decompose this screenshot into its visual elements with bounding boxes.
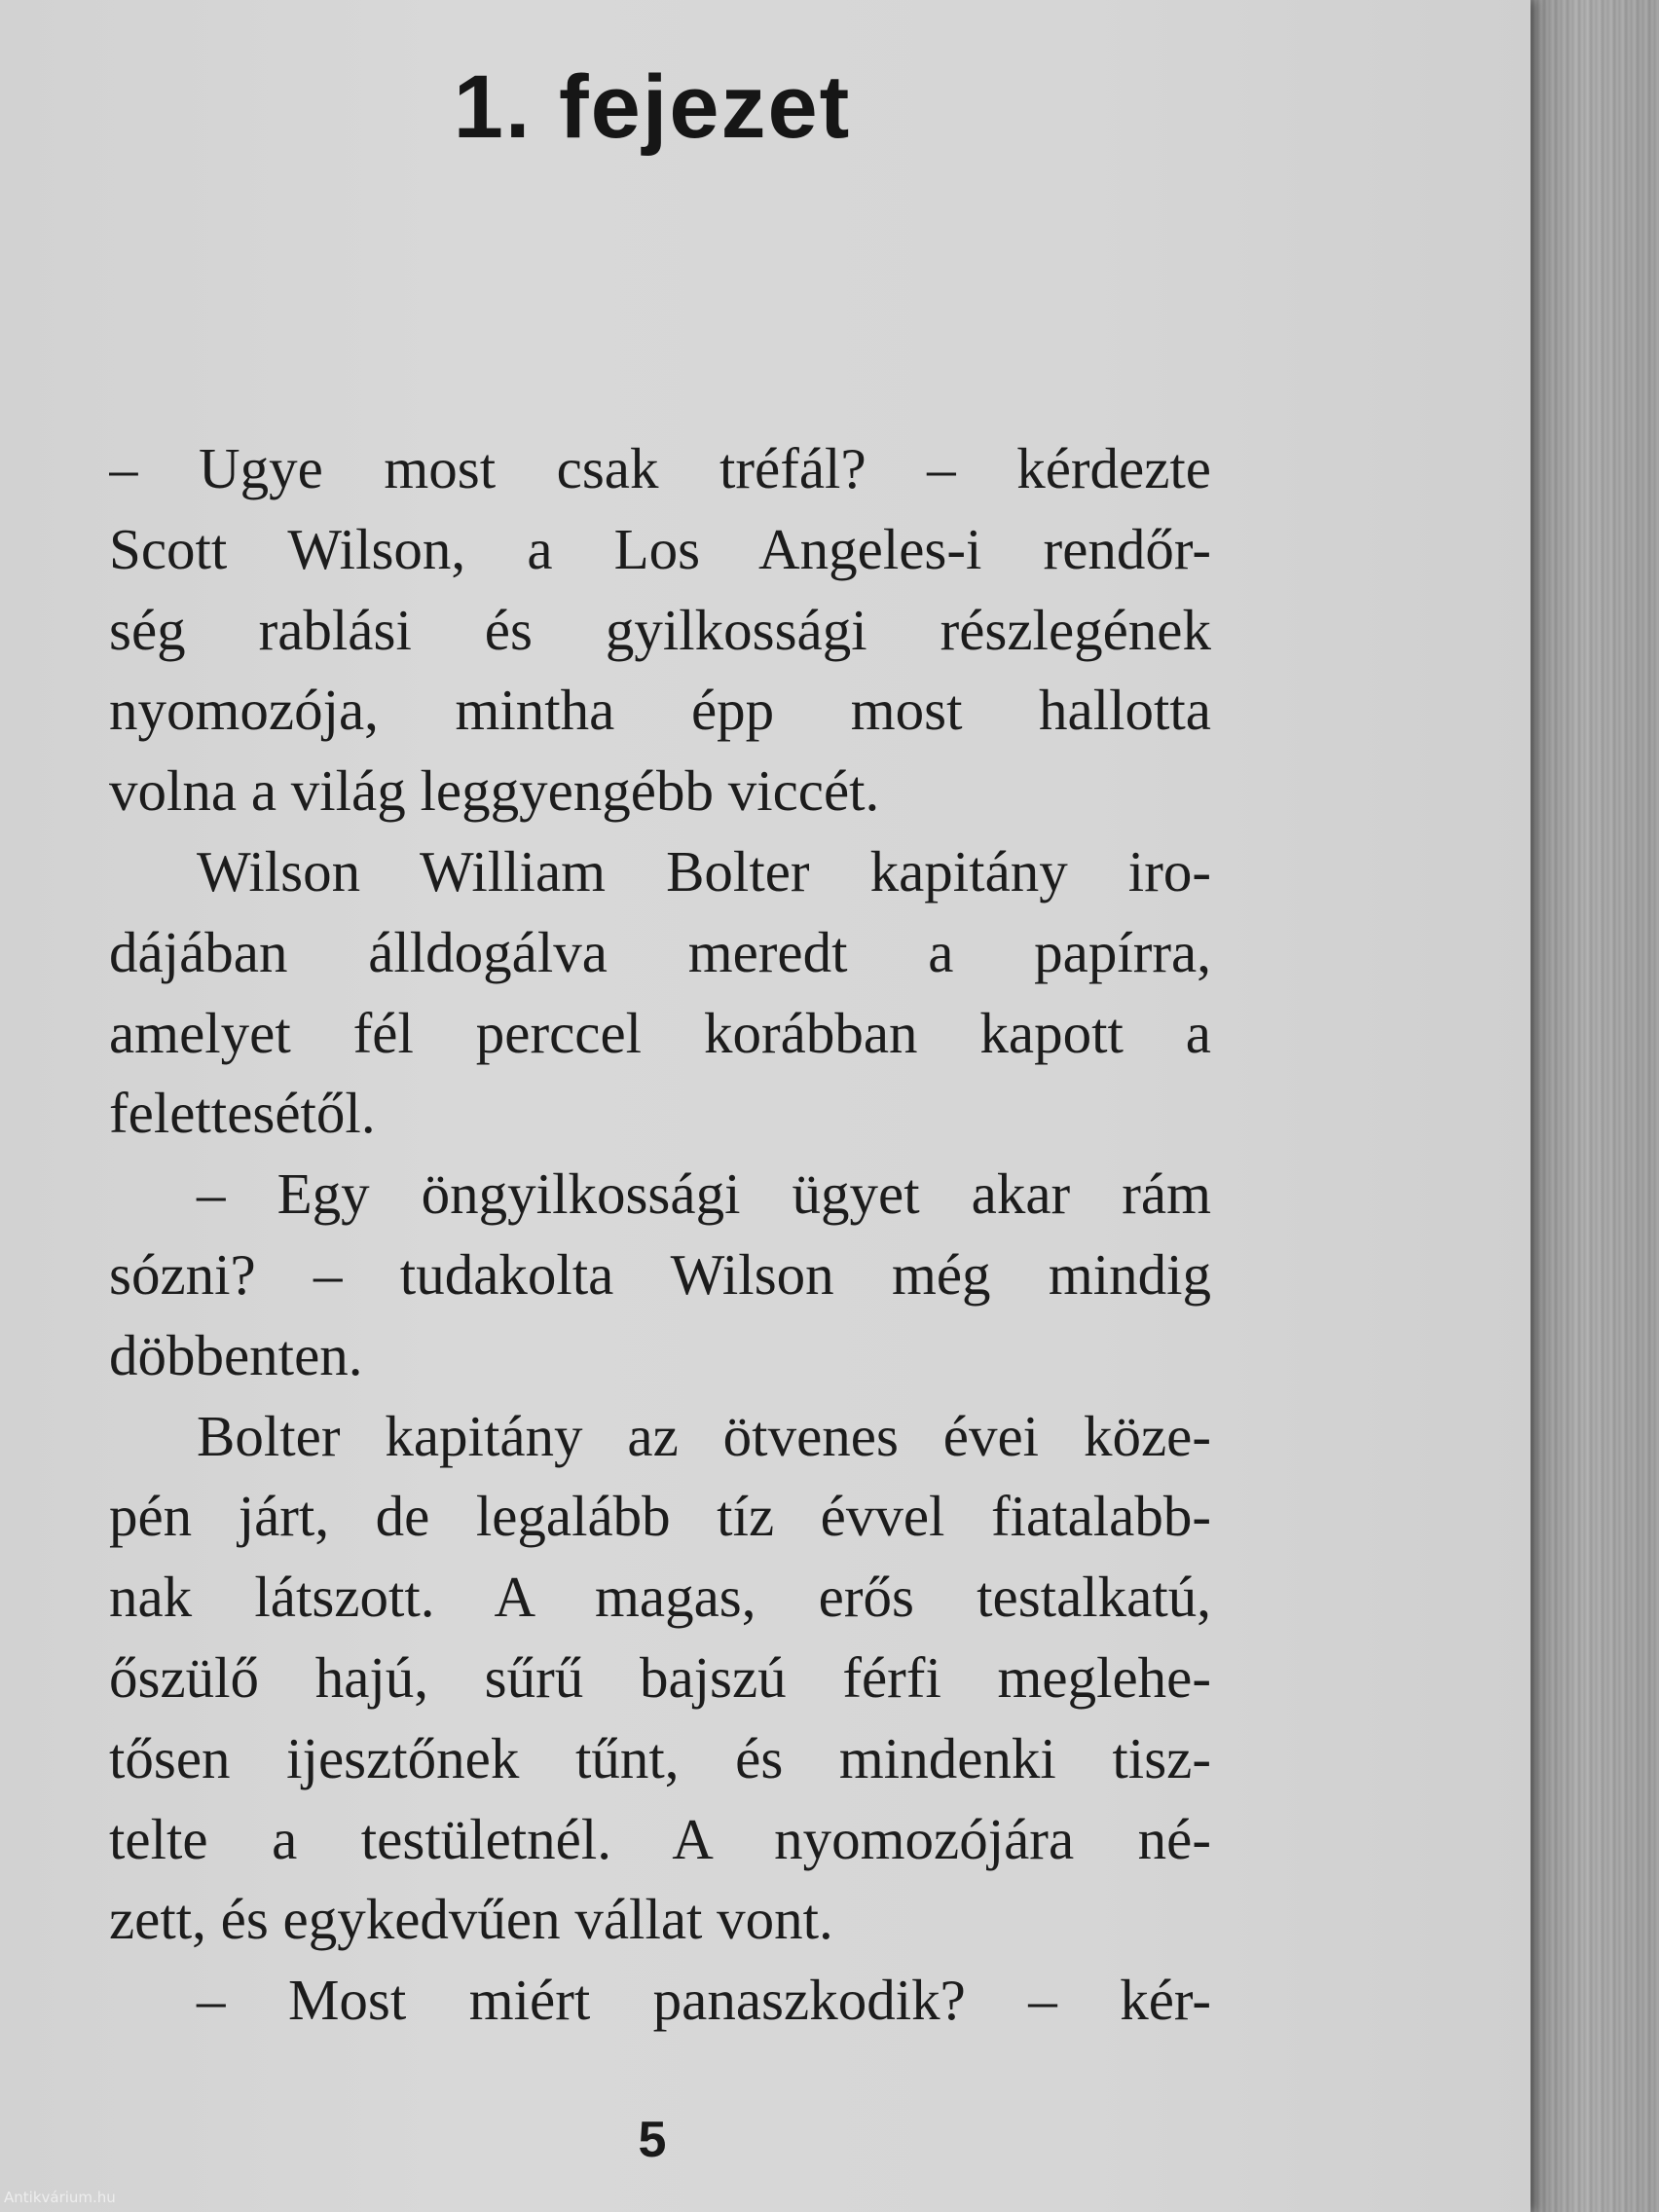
page-stack-edge [1527,0,1659,2212]
page-number: 5 [638,2112,667,2168]
text-line: zett, és egykedvűen vállat vont. [109,1887,833,1952]
text-line: őszülő hajú, sűrű bajszú férfi meglehe- [109,1644,1211,1710]
text-line: dájában álldogálva meredt a papírra, [109,919,1211,984]
text-line: nyomozója, mintha épp most hallotta [109,678,1211,743]
text-line: pén járt, de legalább tíz évvel fiatalabb- [109,1484,1211,1549]
text-line: volna a világ leggyengébb viccét. [109,758,880,824]
chapter-title: 1. fejezet [453,57,852,157]
text-line: nak látszott. A magas, erős testalkatú, [109,1565,1211,1630]
text-line: amelyet fél perccel korábban kapott a [109,1000,1211,1065]
text-line: Scott Wilson, a Los Angeles-i rendőr- [109,516,1211,581]
text-line: – Ugye most csak tréfál? – kérdezte [109,436,1211,500]
text-line: sózni? – tudakolta Wilson még mindig [109,1241,1211,1307]
watermark: Antikvárium.hu [4,2189,116,2206]
text-line: Bolter kapitány az ötvenes évei köze- [197,1403,1211,1468]
text-line: tősen ijesztőnek tűnt, és mindenki tisz- [109,1725,1211,1790]
text-line: – Egy öngyilkossági ügyet akar rám [197,1161,1211,1227]
body-text [109,428,1211,2041]
text-line: telte a testületnél. A nyomozójára né- [109,1806,1211,1871]
text-line: döbbenten. [109,1322,363,1387]
text-line: felettesétől. [109,1081,376,1146]
text-line: Wilson William Bolter kapitány iro- [197,838,1211,903]
text-line: ség rablási és gyilkossági részlegének [109,597,1211,662]
text-line: – Most miért panaszkodik? – kér- [197,1968,1211,2033]
